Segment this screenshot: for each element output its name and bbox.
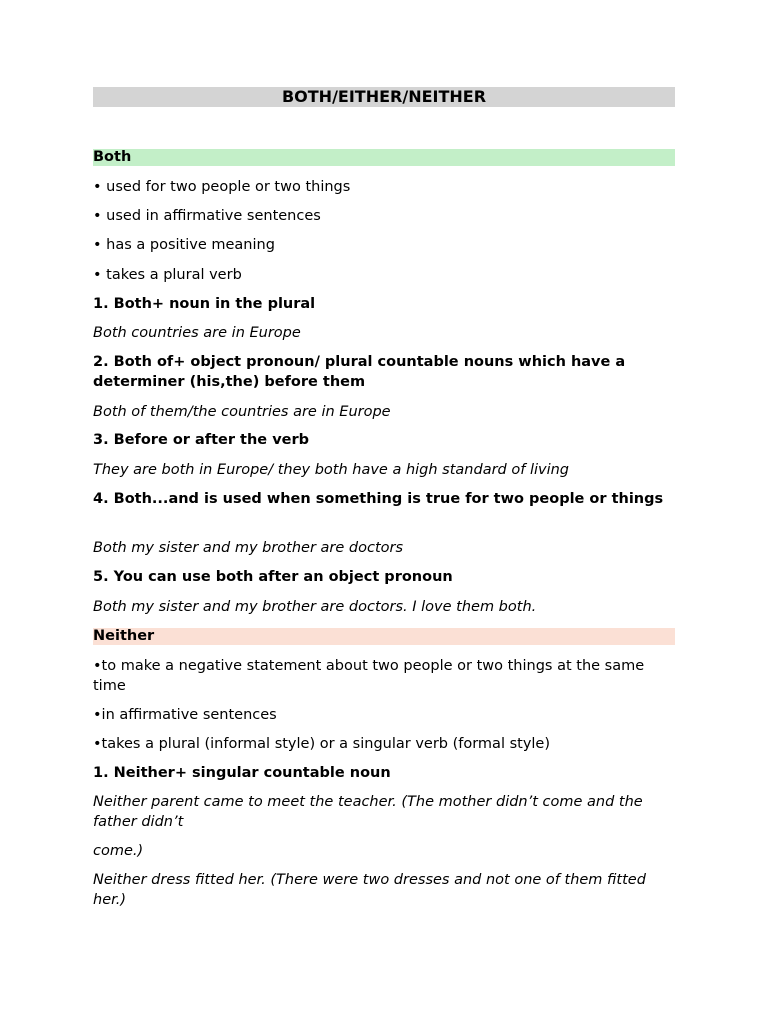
neither-rule-1: 1. Neither+ singular countable noun xyxy=(93,765,391,781)
section-heading-both: Both xyxy=(93,149,675,166)
both-rule-3: 3. Before or after the verb xyxy=(93,432,310,448)
neither-example-2: Neither dress fitted her. (There were two dresses and not one of them fitted her.) xyxy=(93,872,646,908)
both-rule-1: 1. Both+ noun in the plural xyxy=(93,296,316,312)
page-title: BOTH/EITHER/NEITHER xyxy=(93,87,675,107)
both-bullet-2: • used in affirmative sentences xyxy=(93,208,321,224)
both-example-4: Both my sister and my brother are doctors xyxy=(93,540,404,556)
both-bullet-1: • used for two people or two things xyxy=(93,179,351,195)
both-bullet-3: • has a positive meaning xyxy=(93,237,275,253)
both-rule-4: 4. Both...and is used when something is true for two people or things xyxy=(93,491,664,507)
neither-example-1a: Neither parent came to meet the teacher. (The mother didn’t come and the father didn’t xyxy=(93,794,643,830)
neither-bullet-2: •in affirmative sentences xyxy=(93,707,277,723)
both-rule-5: 5. You can use both after an object pronoun xyxy=(93,569,453,585)
both-example-2: Both of them/the countries are in Europe xyxy=(93,404,391,420)
section-heading-neither: Neither xyxy=(93,628,675,645)
both-rule-2: 2. Both of+ object pronoun/ plural countable nouns which have a determiner (his,the) before them xyxy=(93,354,626,390)
neither-bullet-1: •to make a negative statement about two people or two things at the same time xyxy=(93,658,645,694)
neither-bullet-3: •takes a plural (informal style) or a singular verb (formal style) xyxy=(93,736,551,752)
both-example-5: Both my sister and my brother are doctors. I love them both. xyxy=(93,599,537,615)
both-bullet-4: • takes a plural verb xyxy=(93,267,242,283)
both-example-3: They are both in Europe/ they both have a high standard of living xyxy=(93,462,570,478)
both-example-1: Both countries are in Europe xyxy=(93,325,301,341)
neither-example-1b: come.) xyxy=(93,843,144,859)
